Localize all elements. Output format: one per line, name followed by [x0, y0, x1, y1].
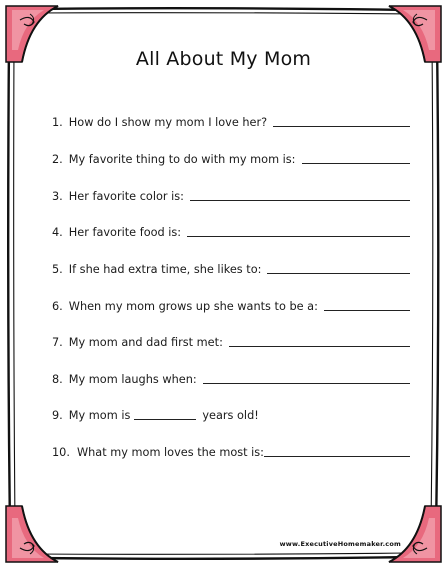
page-title: All About My Mom: [135, 48, 312, 70]
question-7: [52, 333, 410, 349]
question-4: [52, 223, 410, 239]
question-number: 8.: [52, 373, 63, 386]
answer-line[interactable]: [203, 371, 410, 384]
answer-line[interactable]: [264, 444, 410, 457]
question-text: My favorite thing to do with my mom is:: [68, 153, 296, 166]
question-text: If she had extra time, she likes to:: [68, 263, 262, 276]
answer-line[interactable]: [273, 114, 410, 127]
question-number: 4.: [52, 226, 63, 239]
question-text: My mom laughs when:: [68, 373, 197, 386]
question-number: 3.: [52, 190, 63, 203]
question-number: 7.: [52, 336, 63, 349]
website-credit: www.ExecutiveHomemaker.com: [279, 540, 401, 548]
question-3: [52, 187, 410, 203]
question-number: 1.: [52, 116, 63, 129]
question-text: My mom and dad first met:: [68, 336, 223, 349]
question-text: Her favorite color is:: [68, 190, 184, 203]
question-1: [52, 113, 410, 129]
question-6: [52, 297, 410, 313]
answer-line[interactable]: [190, 188, 410, 201]
question-text: My mom is: [68, 409, 131, 422]
answer-line[interactable]: [302, 151, 411, 164]
question-5: [52, 260, 410, 276]
answer-line[interactable]: [324, 298, 410, 311]
question-9: [52, 406, 410, 422]
question-number: 6.: [52, 300, 63, 313]
question-number: 2.: [52, 153, 63, 166]
question-2: [52, 150, 410, 166]
question-text: When my mom grows up she wants to be a:: [68, 300, 318, 313]
question-text: What my mom loves the most is:: [76, 446, 264, 459]
answer-line[interactable]: [134, 407, 196, 420]
question-text: Her favorite food is:: [68, 226, 182, 239]
question-text-after: years old!: [202, 409, 259, 422]
answer-line[interactable]: [187, 224, 410, 237]
question-number: 5.: [52, 263, 63, 276]
answer-line[interactable]: [229, 334, 410, 347]
question-number: 10.: [52, 446, 70, 459]
question-8: [52, 370, 410, 386]
answer-line[interactable]: [267, 261, 410, 274]
question-10: [52, 443, 410, 459]
question-number: 9.: [52, 409, 63, 422]
question-text: How do I show my mom I love her?: [68, 116, 268, 129]
